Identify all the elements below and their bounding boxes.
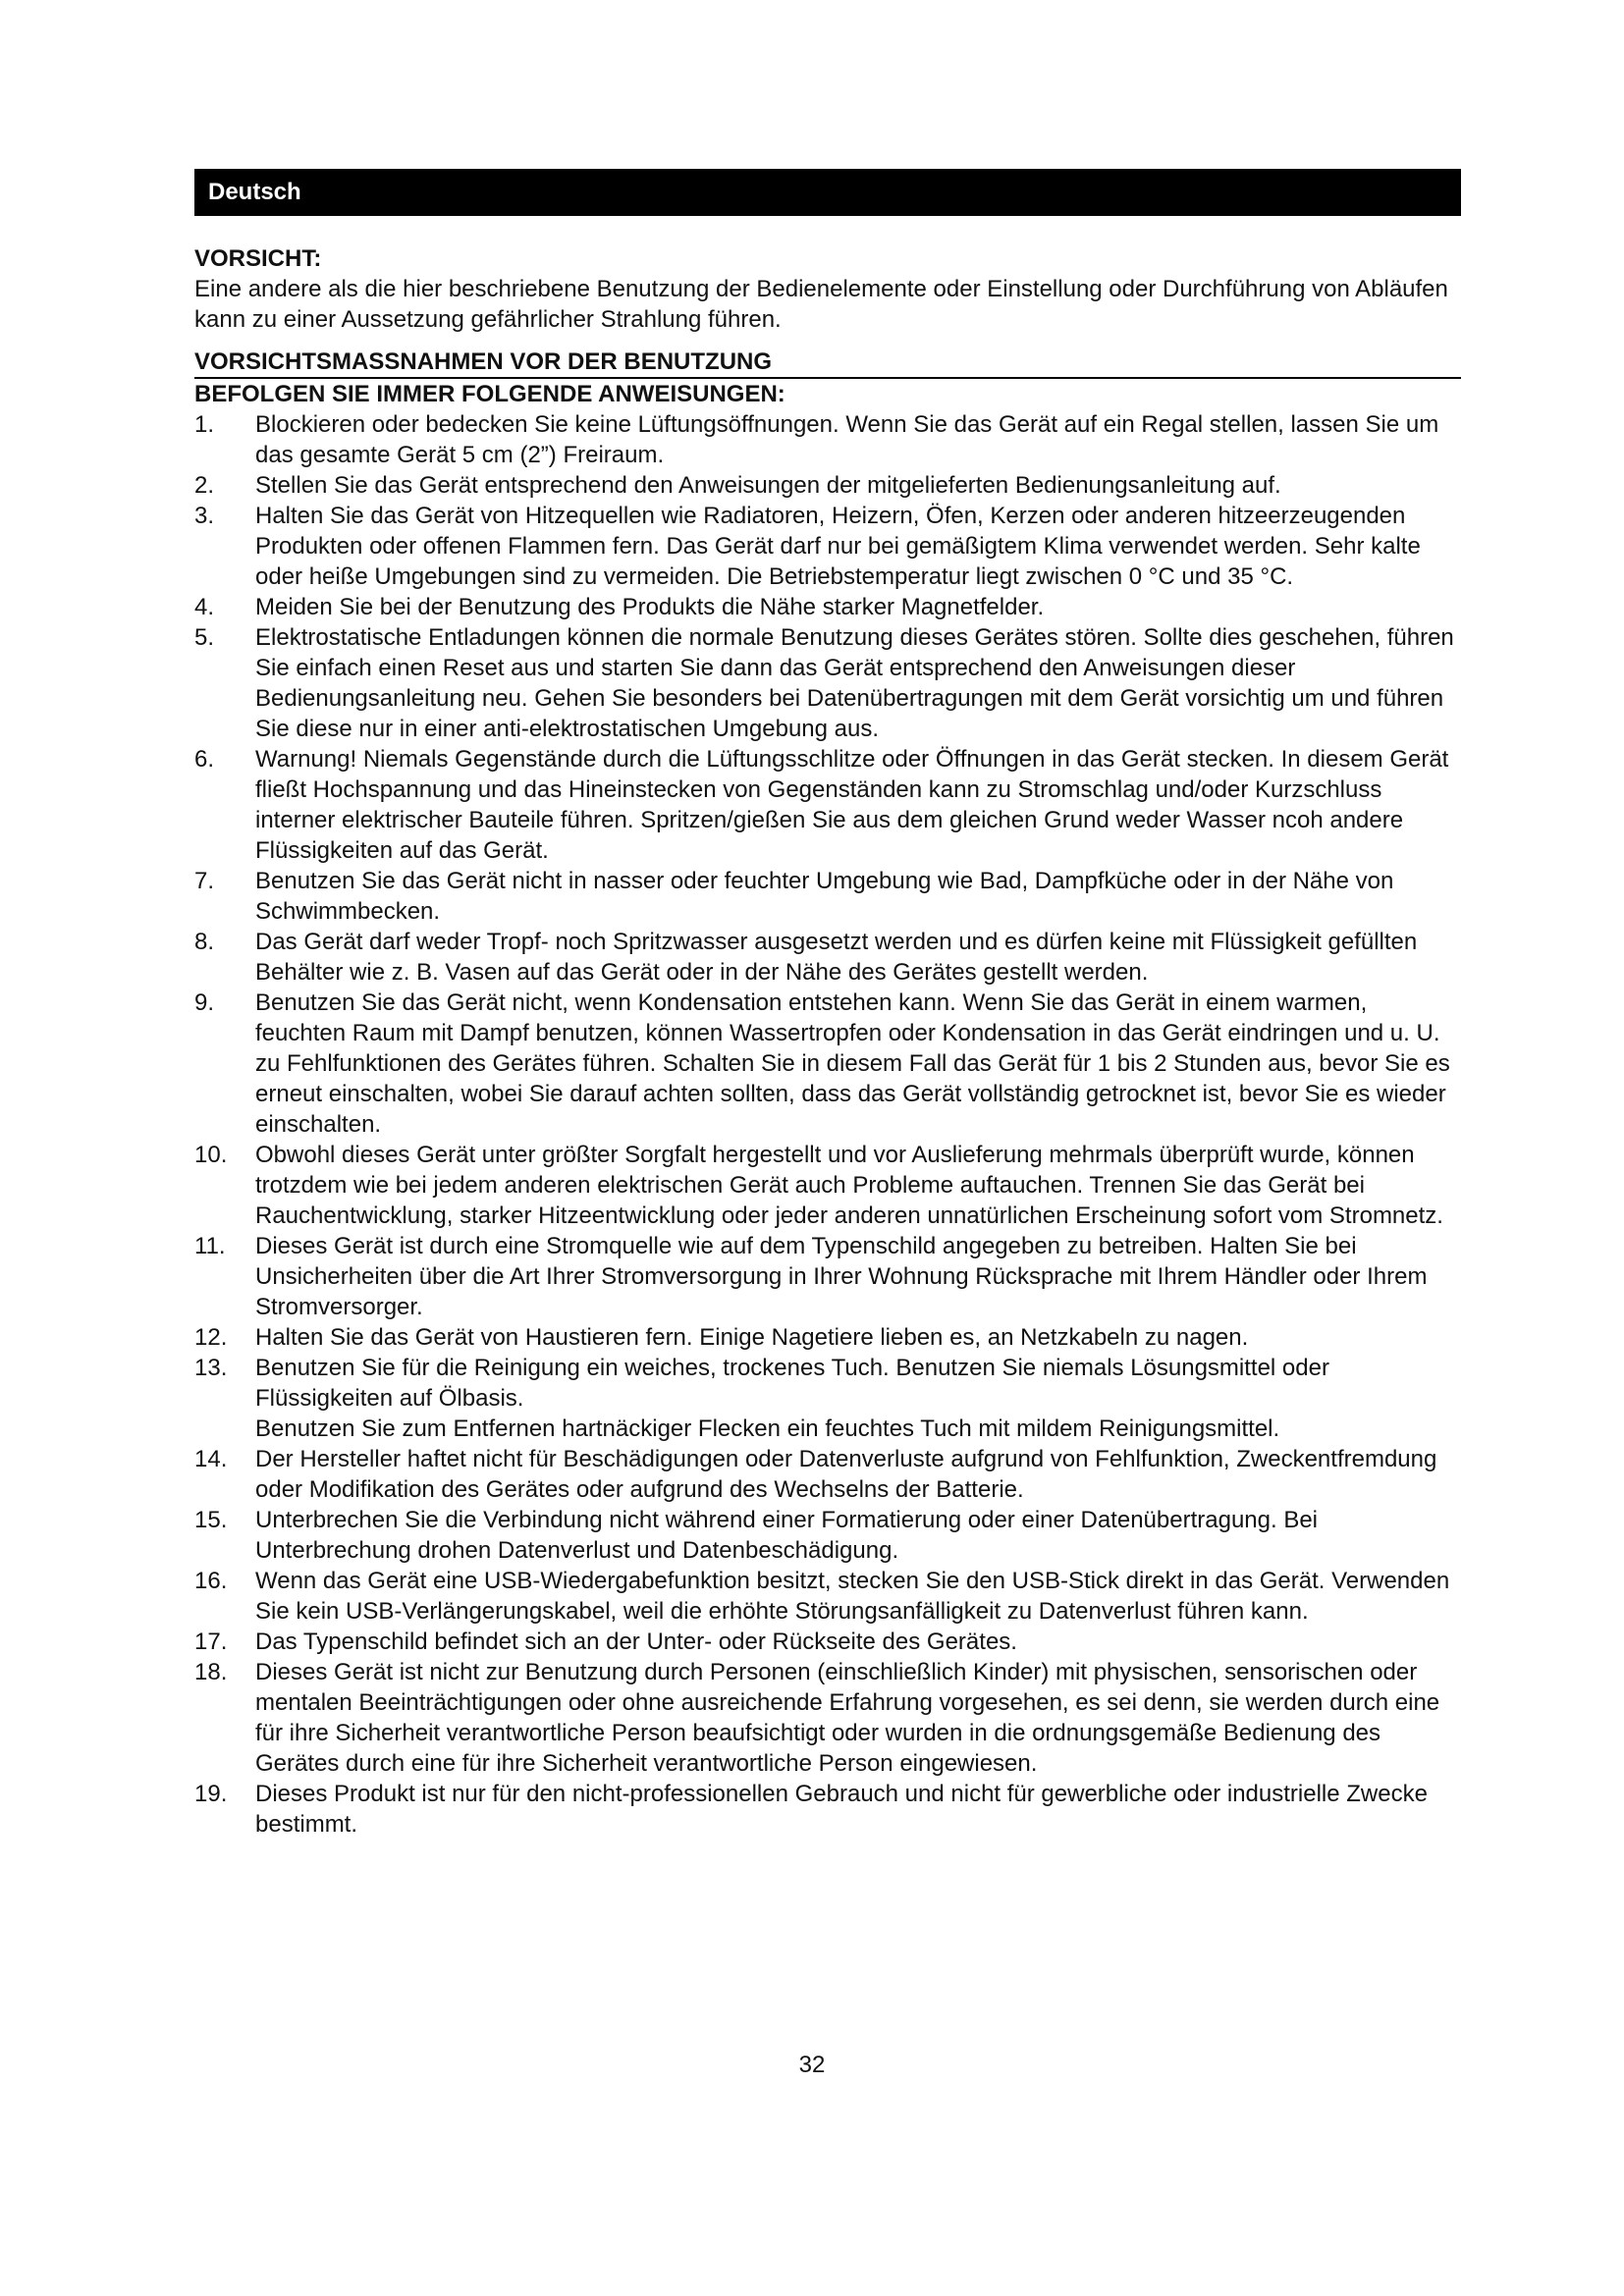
caution-text: Eine andere als die hier beschriebene Benutzung der Bedienelemente oder Einstellung oder Durchführung von Abläufen kann zu einer Aussetzung gefährlicher Strahlung führen. — [194, 276, 1448, 333]
list-item-text-block — [255, 1353, 1461, 1444]
list-item-text-block — [255, 1231, 1461, 1322]
list-item-text-block — [255, 866, 1461, 927]
list-item — [194, 1444, 1461, 1505]
list-item-number: 1. — [194, 411, 215, 438]
list-item — [194, 1140, 1461, 1231]
list-item-number: 18. — [194, 1659, 228, 1685]
list-item-number: 19. — [194, 1781, 228, 1807]
list-item-text: Der Hersteller haftet nicht für Beschädigungen oder Datenverluste aufgrund von Fehlfunktion, Zweckentfremdung oder Modifikation des Gerätes oder aufgrund des Wechselns der Batterie. — [255, 1446, 1437, 1503]
instructions-list — [194, 409, 1461, 1840]
list-item-number: 9. — [194, 989, 215, 1016]
list-item-text: Wenn das Gerät eine USB-Wiedergabefunktion besitzt, stecken Sie den USB-Stick direkt in das Gerät. Verwenden Sie kein USB-Verlängerungskabel, weil die erhöhte Störungsanfälligkeit zu Datenverlust führen kann. — [255, 1568, 1450, 1625]
list-item-text: Blockieren oder bedecken Sie keine Lüftungsöffnungen. Wenn Sie das Gerät auf ein Regal stellen, lassen Sie um das gesamte Gerät 5 cm (2”) Freiraum. — [255, 411, 1439, 468]
list-item-number: 11. — [194, 1233, 226, 1259]
list-item-text-block — [255, 1657, 1461, 1779]
list-item — [194, 1322, 1461, 1353]
list-item-text: Stellen Sie das Gerät entsprechend den Anweisungen der mitgelieferten Bedienungsanleitung auf. — [255, 472, 1281, 499]
list-item — [194, 622, 1461, 744]
list-item-text: Obwohl dieses Gerät unter größter Sorgfalt hergestellt und vor Auslieferung mehrmals überprüft wurde, können trotzdem wie bei jedem anderen elektrischen Gerät auch Probleme auftauchen. Trennen Sie das Gerät bei Rauchentwicklung, starker Hitzeentwicklung oder jeder anderen unnatürlichen Erscheinung sofort vom Stromnetz. — [255, 1142, 1443, 1229]
list-item — [194, 501, 1461, 592]
list-item — [194, 1353, 1461, 1444]
list-item-text: Das Typenschild befindet sich an der Unter- oder Rückseite des Gerätes. — [255, 1629, 1017, 1655]
list-item-text-block — [255, 1505, 1461, 1566]
list-item-text-block — [255, 409, 1461, 470]
list-item — [194, 988, 1461, 1140]
list-item — [194, 592, 1461, 622]
list-item-number: 17. — [194, 1629, 228, 1655]
list-item-text-block — [255, 1444, 1461, 1505]
list-item-text: Dieses Gerät ist durch eine Stromquelle wie auf dem Typenschild angegeben zu betreiben. Halten Sie bei Unsicherheiten über die Art Ihrer Stromversorgung in Ihrer Wohnung Rücksprache mit Ihrem Händler oder Ihrem Stromversorger. — [255, 1233, 1428, 1320]
list-item-extra-text: Benutzen Sie zum Entfernen hartnäckiger Flecken ein feuchtes Tuch mit mildem Reinigungsmittel. — [255, 1415, 1280, 1442]
list-item-number: 3. — [194, 503, 215, 529]
list-item-text: Benutzen Sie für die Reinigung ein weiches, trockenes Tuch. Benutzen Sie niemals Lösungsmittel oder Flüssigkeiten auf Ölbasis. — [255, 1355, 1329, 1412]
list-item-text: Meiden Sie bei der Benutzung des Produkts die Nähe starker Magnetfelder. — [255, 594, 1045, 620]
list-item — [194, 866, 1461, 927]
list-item-number: 10. — [194, 1142, 228, 1168]
list-item-text-block — [255, 927, 1461, 988]
list-item-text: Dieses Produkt ist nur für den nicht-professionellen Gebrauch und nicht für gewerbliche oder industrielle Zwecke bestimmt. — [255, 1781, 1428, 1838]
list-item — [194, 744, 1461, 866]
page-number: 32 — [798, 2052, 826, 2078]
list-item — [194, 1657, 1461, 1779]
language-label: Deutsch — [208, 179, 301, 205]
list-item-text-block — [255, 988, 1461, 1140]
list-item-text-block — [255, 1566, 1461, 1627]
precautions-heading: VORSICHTSMASSNAHMEN VOR DER BENUTZUNG — [194, 347, 1461, 379]
list-item — [194, 1231, 1461, 1322]
list-item — [194, 1566, 1461, 1627]
document-page — [194, 169, 1461, 1840]
list-item-text: Benutzen Sie das Gerät nicht, wenn Kondensation entstehen kann. Wenn Sie das Gerät in einem warmen, feuchten Raum mit Dampf benutzen, können Wassertropfen oder Kondensation in das Gerät eindringen und u. U. zu Fehlfunktionen des Gerätes führen. Schalten Sie in diesem Fall das Gerät für 1 bis 2 Stunden aus, bevor Sie es erneut einschalten, wobei Sie darauf achten sollten, dass das Gerät vollständig getrocknet ist, bevor Sie es wieder einschalten. — [255, 989, 1450, 1138]
instructions-subheading: BEFOLGEN SIE IMMER FOLGENDE ANWEISUNGEN: — [194, 381, 785, 407]
caution-title: VORSICHT: — [194, 245, 322, 272]
list-item-text-block — [255, 744, 1461, 866]
list-item-text: Halten Sie das Gerät von Haustieren fern. Einige Nagetiere lieben es, an Netzkabeln zu nagen. — [255, 1324, 1249, 1351]
list-item — [194, 1627, 1461, 1657]
precautions-section — [194, 347, 1461, 1840]
list-item-text-block — [255, 501, 1461, 592]
list-item-number: 5. — [194, 624, 215, 651]
list-item-number: 15. — [194, 1507, 228, 1533]
list-item — [194, 470, 1461, 501]
list-item-text: Benutzen Sie das Gerät nicht in nasser oder feuchter Umgebung wie Bad, Dampfküche oder in der Nähe von Schwimmbecken. — [255, 868, 1394, 925]
list-item-text-block — [255, 1779, 1461, 1840]
list-item-number: 8. — [194, 929, 215, 955]
list-item-text: Dieses Gerät ist nicht zur Benutzung durch Personen (einschließlich Kinder) mit physischen, sensorischen oder mentalen Beeinträchtigungen oder ohne ausreichende Erfahrung vorgesehen, es sei denn, sie werden durch eine für ihre Sicherheit verantwortliche Person beaufsichtigt oder wurden in die ordnungsgemäße Bedienung des Gerätes durch eine für ihre Sicherheit verantwortliche Person eingewiesen. — [255, 1659, 1440, 1777]
list-item — [194, 1779, 1461, 1840]
list-item-text-block — [255, 1627, 1461, 1657]
list-item — [194, 1505, 1461, 1566]
list-item-text-block — [255, 592, 1461, 622]
list-item-text: Unterbrechen Sie die Verbindung nicht während einer Formatierung oder einer Datenübertragung. Bei Unterbrechung drohen Datenverlust und Datenbeschädigung. — [255, 1507, 1319, 1564]
list-item — [194, 409, 1461, 470]
list-item-number: 7. — [194, 868, 215, 894]
list-item-text-block — [255, 622, 1461, 744]
list-item-text: Warnung! Niemals Gegenstände durch die Lüftungsschlitze oder Öffnungen in das Gerät stecken. In diesem Gerät fließt Hochspannung und das Hineinstecken von Gegenständen kann zu Stromschlag und/oder Kurzschluss interner elektrischer Bauteile führen. Spritzen/gießen Sie aus dem gleichen Grund weder Wasser ncoh andere Flüssigkeiten auf das Gerät. — [255, 746, 1449, 864]
list-item-number: 6. — [194, 746, 215, 773]
list-item-text-block — [255, 470, 1461, 501]
list-item-text: Halten Sie das Gerät von Hitzequellen wie Radiatoren, Heizern, Öfen, Kerzen oder anderen hitzeerzeugenden Produkten oder offenen Flammen fern. Das Gerät darf nur bei gemäßigtem Klima verwendet werden. Sehr kalte oder heiße Umgebungen sind zu vermeiden. Die Betriebstemperatur liegt zwischen 0 °C und 35 °C. — [255, 503, 1421, 590]
list-item-text-block — [255, 1322, 1461, 1353]
list-item-text: Elektrostatische Entladungen können die normale Benutzung dieses Gerätes stören. Sollte dies geschehen, führen Sie einfach einen Reset aus und starten Sie dann das Gerät entsprechend den Anweisungen dieser Bedienungsanleitung neu. Gehen Sie besonders bei Datenübertragungen mit dem Gerät vorsichtig um und führen Sie diese nur in einer anti-elektrostatischen Umgebung aus. — [255, 624, 1454, 742]
list-item — [194, 927, 1461, 988]
list-item-number: 14. — [194, 1446, 228, 1472]
language-header-bar — [194, 169, 1461, 216]
list-item-number: 12. — [194, 1324, 228, 1351]
caution-section — [194, 243, 1461, 335]
list-item-text-block — [255, 1140, 1461, 1231]
list-item-number: 13. — [194, 1355, 228, 1381]
list-item-text: Das Gerät darf weder Tropf- noch Spritzwasser ausgesetzt werden und es dürfen keine mit Flüssigkeit gefüllten Behälter wie z. B. Vasen auf das Gerät oder in der Nähe des Gerätes gestellt werden. — [255, 929, 1418, 986]
list-item-number: 16. — [194, 1568, 228, 1594]
list-item-number: 2. — [194, 472, 215, 499]
list-item-number: 4. — [194, 594, 215, 620]
